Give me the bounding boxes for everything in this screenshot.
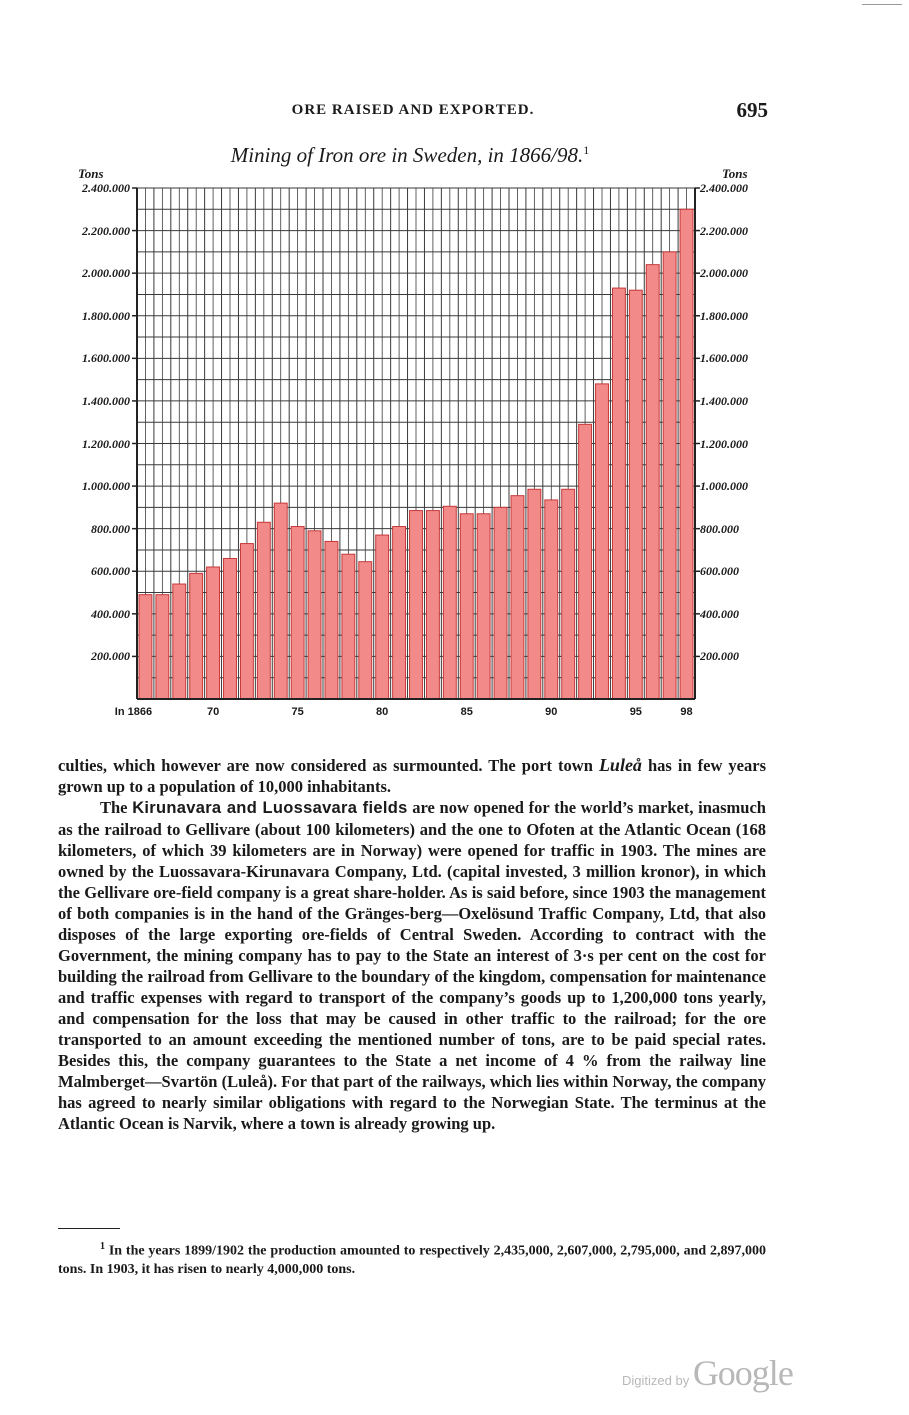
bar-1866 xyxy=(139,595,152,699)
bar-1897 xyxy=(663,252,676,699)
bar-1890 xyxy=(545,500,558,699)
y-tick-label-left: 1.000.000 xyxy=(82,479,130,494)
running-title: ORE RAISED AND EXPORTED. xyxy=(291,102,535,118)
bar-1872 xyxy=(240,544,253,699)
y-tick-label-left: 200.000 xyxy=(91,649,130,664)
bar-1875 xyxy=(291,527,304,699)
bar-1878 xyxy=(342,554,355,699)
y-tick-label-right: 1.200.000 xyxy=(700,436,748,451)
bar-1888 xyxy=(511,496,524,699)
y-tick-label-right: 2.400.000 xyxy=(700,181,748,195)
paragraph-2-text: The xyxy=(100,798,133,817)
y-tick-label-left: 2.000.000 xyxy=(82,266,130,281)
y-tick-label-right: 400.000 xyxy=(700,606,739,621)
chart-footnote-ref: 1 xyxy=(583,143,590,157)
footnote xyxy=(58,1238,766,1279)
x-tick-label: 95 xyxy=(629,706,642,718)
chart-title-text: Mining of Iron ore in Sweden, in 1866/98. xyxy=(230,143,584,167)
x-tick-label: 80 xyxy=(376,706,389,718)
footnote-marker: 1 xyxy=(100,1241,105,1252)
body-text xyxy=(58,755,766,1134)
bar-1895 xyxy=(629,290,642,699)
bar-1892 xyxy=(579,424,592,699)
y-tick-label-left: 1.400.000 xyxy=(82,393,130,408)
bar-1873 xyxy=(257,522,270,699)
iron-ore-bar-chart xyxy=(130,180,700,700)
bar-1893 xyxy=(596,384,609,699)
y-tick-label-left: 1.600.000 xyxy=(82,351,130,366)
y-tick-label-right: 1.400.000 xyxy=(700,393,748,408)
y-tick-label-right: 2.200.000 xyxy=(700,223,748,238)
y-tick-label-left: 2.400.000 xyxy=(82,181,130,195)
bar-1891 xyxy=(562,489,575,699)
x-tick-label: In 1866 xyxy=(114,706,153,718)
y-unit-left: Tons xyxy=(78,166,104,181)
paragraph-1 xyxy=(58,755,766,797)
bar-1868 xyxy=(173,584,186,699)
x-tick-label: 98 xyxy=(680,706,693,718)
bar-1867 xyxy=(156,595,169,699)
paragraph-2 xyxy=(58,797,766,1134)
watermark-brand: Google xyxy=(692,1353,793,1393)
y-tick-label-right: 600.000 xyxy=(700,564,739,579)
watermark-prefix: Digitized by xyxy=(622,1373,693,1388)
chart-title xyxy=(0,143,820,168)
y-tick-label-right: 1.600.000 xyxy=(700,351,748,366)
paragraph-1-text: culties, which however are now considered as surmounted. The port town xyxy=(58,756,599,775)
footnote-rule xyxy=(58,1228,120,1229)
y-tick-label-right: 800.000 xyxy=(700,521,739,536)
bar-1883 xyxy=(426,511,439,699)
x-tick-label: 85 xyxy=(460,706,473,718)
x-tick-label: 70 xyxy=(206,706,220,718)
page-number: 695 xyxy=(736,98,768,122)
y-tick-label-right: 1.000.000 xyxy=(700,479,748,494)
bar-1871 xyxy=(224,558,237,699)
bar-1876 xyxy=(308,531,321,699)
bar-1884 xyxy=(443,506,456,699)
scan-corner-mark xyxy=(862,4,902,5)
y-tick-label-left: 1.200.000 xyxy=(82,436,130,451)
y-tick-label-right: 2.000.000 xyxy=(700,266,748,281)
bar-1874 xyxy=(274,503,287,699)
page-header xyxy=(58,98,768,124)
bar-1898 xyxy=(680,209,693,699)
bar-1886 xyxy=(477,514,490,699)
bar-1894 xyxy=(612,288,625,699)
x-tick-label: 75 xyxy=(291,706,304,718)
y-tick-label-left: 400.000 xyxy=(91,606,130,621)
bar-1881 xyxy=(393,527,406,699)
bar-1885 xyxy=(460,514,473,699)
y-unit-right: Tons xyxy=(722,166,748,181)
digitized-watermark xyxy=(622,1352,793,1394)
x-tick-label: 90 xyxy=(545,706,558,718)
fields-emphasis: Kirunavara and Luossavara fields xyxy=(132,799,408,817)
bar-1896 xyxy=(646,265,659,699)
lulea-place-name: Luleå xyxy=(598,755,642,775)
bar-1870 xyxy=(207,567,220,699)
y-tick-label-left: 800.000 xyxy=(91,521,130,536)
bar-1887 xyxy=(494,507,507,699)
paragraph-1-text-end: has in few years grown up to a population of 10,000 inhabitants. xyxy=(58,756,766,796)
bar-1889 xyxy=(528,489,541,699)
y-tick-label-left: 2.200.000 xyxy=(82,223,130,238)
bar-1877 xyxy=(325,541,338,699)
y-tick-label-right: 200.000 xyxy=(700,649,739,664)
y-tick-label-right: 1.800.000 xyxy=(700,308,748,323)
bar-1869 xyxy=(190,573,203,699)
bar-1882 xyxy=(410,511,423,699)
bar-1879 xyxy=(359,562,372,699)
y-tick-label-left: 1.800.000 xyxy=(82,308,130,323)
y-tick-label-left: 600.000 xyxy=(91,564,130,579)
bar-1880 xyxy=(376,535,389,699)
paragraph-2-text-end: are now opened for the world’s market, inasmuch as the railroad to Gellivare (about 100 kilometers) and the one to Ofoten at the Atlantic Ocean (168 kilometers, of which 39 kilometers are in Norway) were opened for traffic in 1903. The mines are owned by the Luossavara-Kirunavara Company, Ltd. (capital invested, 3 million kronor), in which the Gellivare ore-field company is a great share-holder. As is said before, since 1903 the management of both companies is in the hand of the Gränges-berg—Oxelösund Traffic Company, Ltd, that also disposes of the large exporting ore-fields of Central Sweden. According to contract with the Government, the mining company has to pay to the State an interest of 3·s per cent on the cost for building the railroad from Gellivare to the boundary of the kingdom, compensation for maintenance and traffic expenses with regard to transport of the company’s goods up to 1,200,000 tons yearly, and compensation for the loss that may be caused in other traffic to the railroad; for the ore transported to an amount exceeding the mentioned number of tons, are to be paid special rates. Besides this, the company guarantees to the State a net income of 4 % from the railway line Malmberget—Svartön (Luleå). For that part of the railways, which lies within Norway, the company has agreed to nearly similar obligations with regard to the Norwegian State. The terminus at the Atlantic Ocean is Narvik, where a town is already growing up. xyxy=(58,798,766,1133)
footnote-text: In the years 1899/1902 the production amounted to respectively 2,435,000, 2,607,000, 2,795,000, and 2,897,000 tons. In 1903, it has risen to nearly 4,000,000 tons. xyxy=(58,1243,766,1277)
